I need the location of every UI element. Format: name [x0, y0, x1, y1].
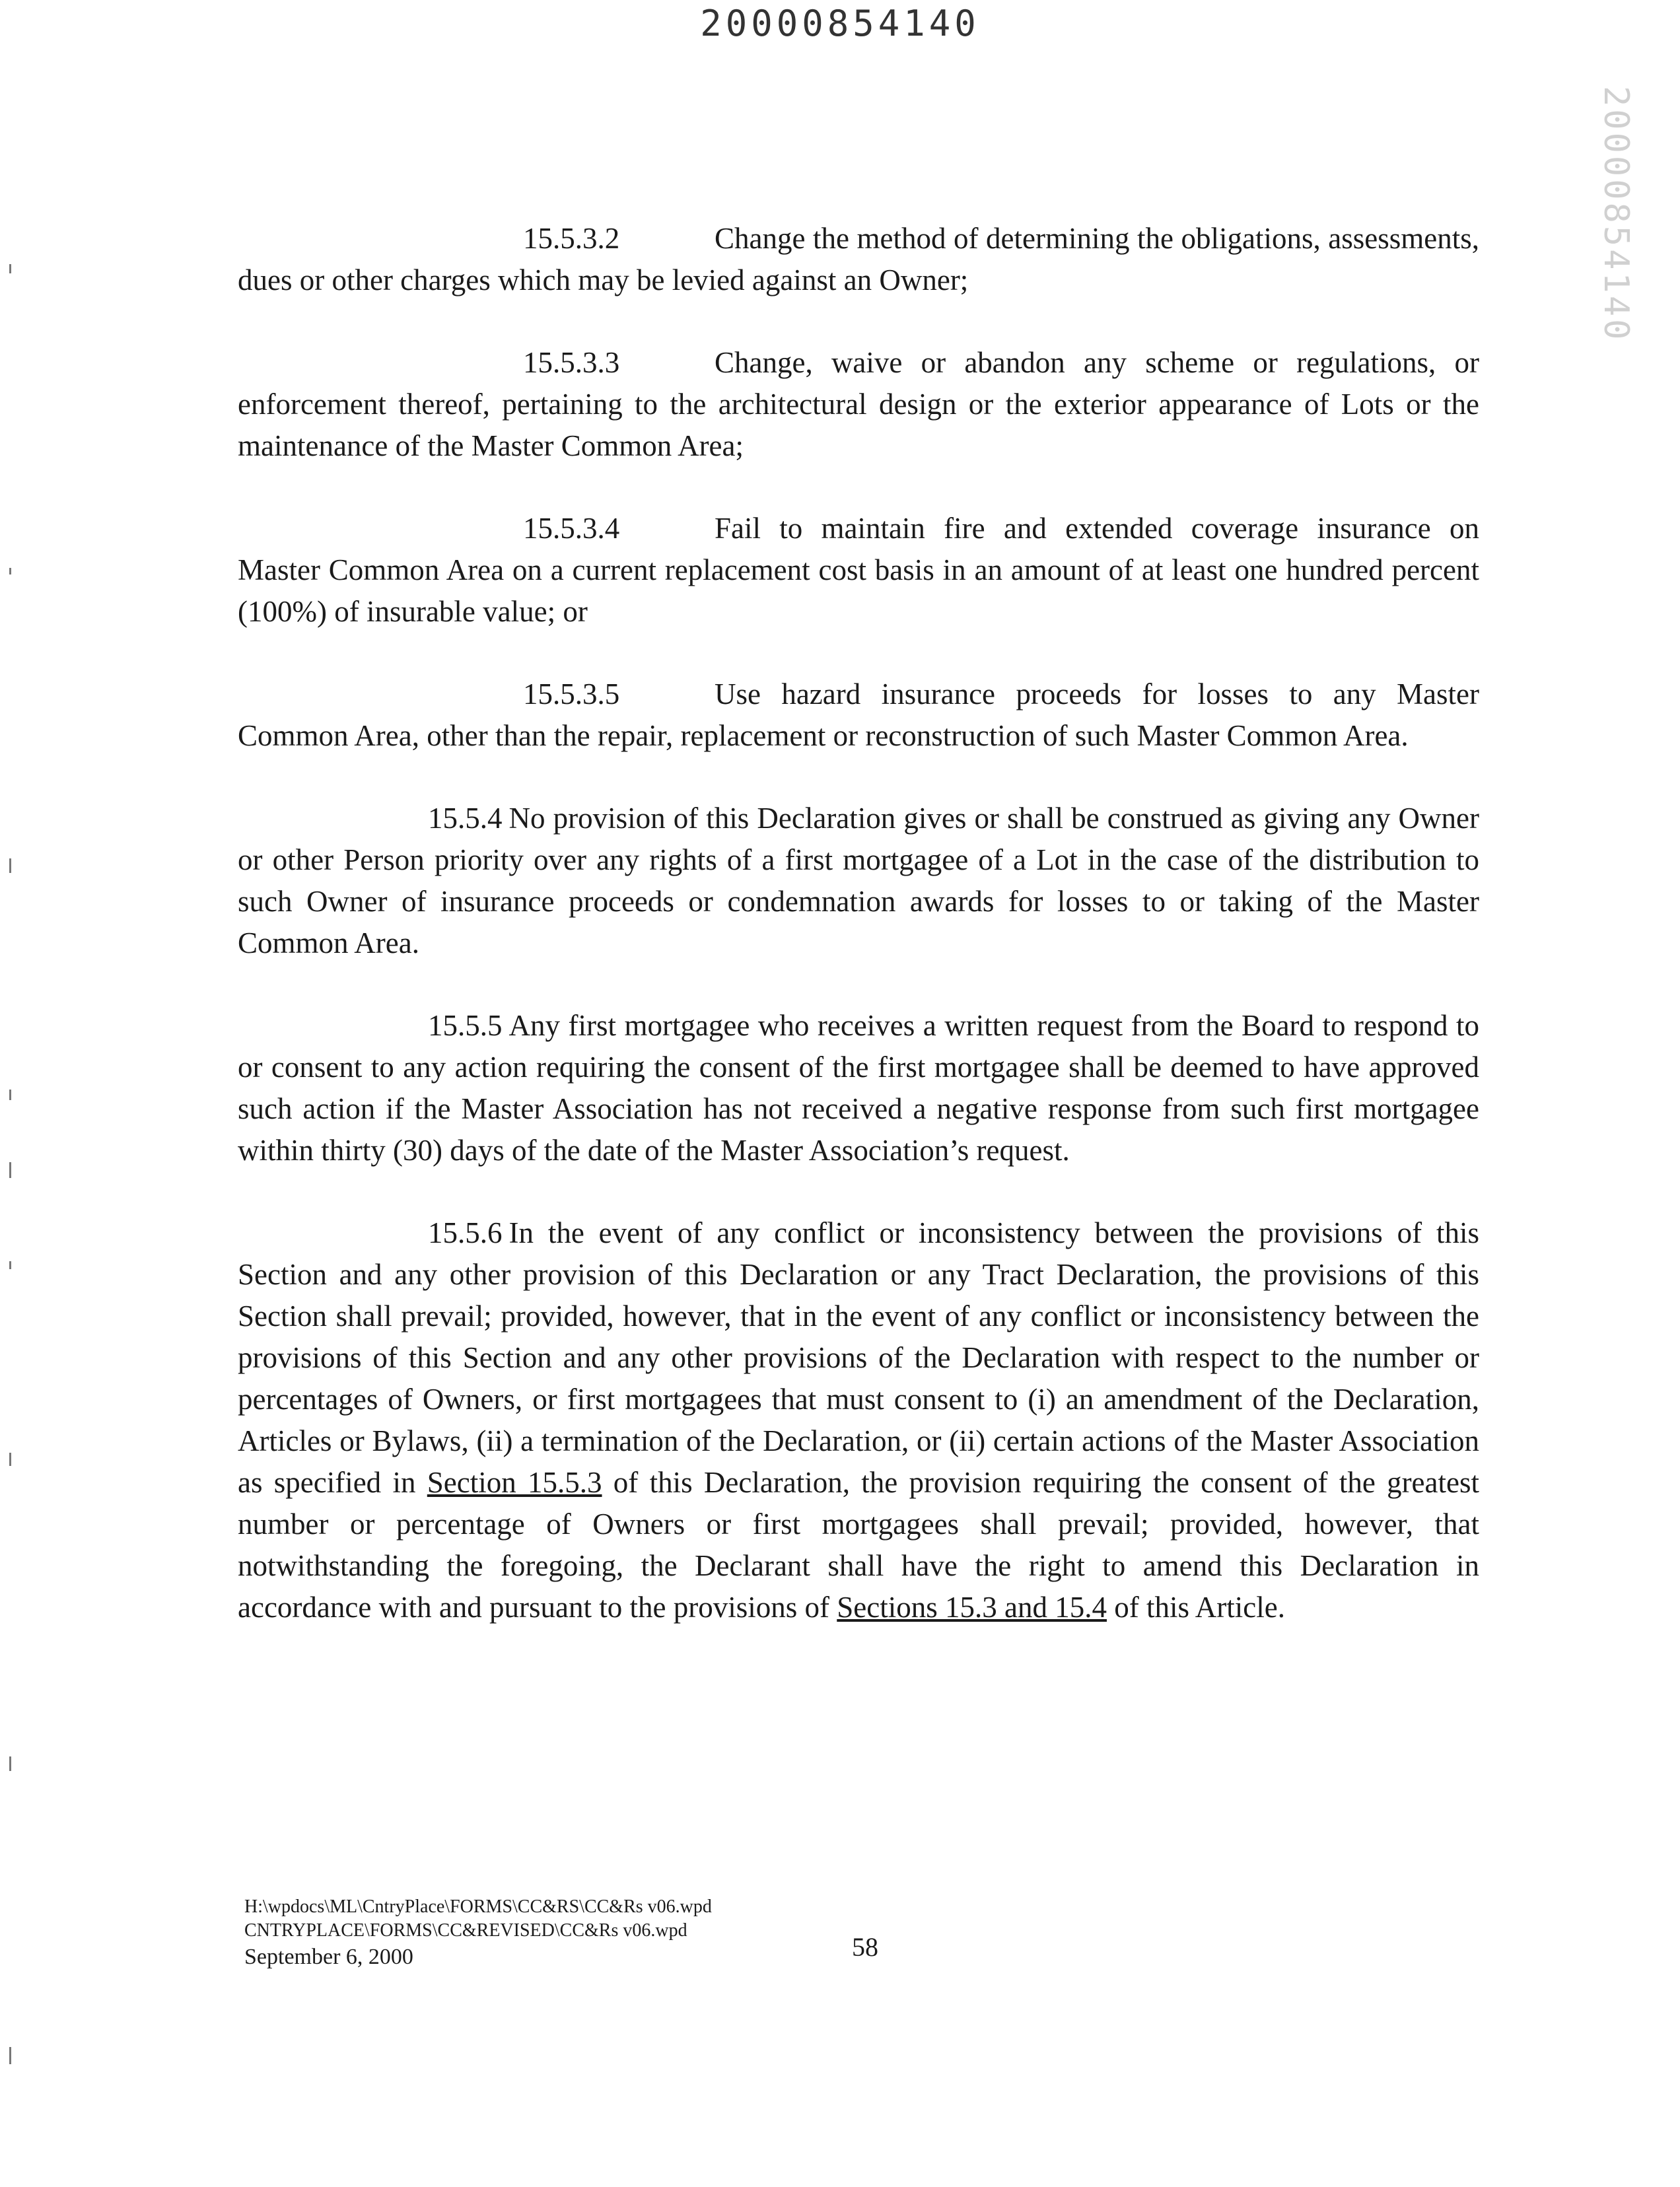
- paragraph-number: 15.5.3.3: [523, 346, 620, 379]
- paragraph-15-5-6: [238, 1212, 1479, 1628]
- paragraph-number: 15.5.6: [428, 1216, 503, 1249]
- scan-speck: [9, 2047, 11, 2064]
- side-stamp: [1580, 86, 1652, 343]
- paragraph-15-5-3-5: [238, 674, 1479, 757]
- scan-speck: [9, 1090, 11, 1100]
- paragraph-number: 15.5.3.5: [523, 677, 620, 711]
- paragraph-text: Fail to maintain fire and extended coverage insurance on Master Common Area on a current replacement cost basis in an amount of at least one hundred percent (100%) of insurable value; or: [238, 512, 1479, 628]
- paragraph-text: Any first mortgagee who receives a written request from the Board to respond to or consent to any action requiring the consent of the first mortgagee shall be deemed to have approved such action if the Master Association has not received a negative response from such first mortgagee within thirty (30) days of the date of the Master Association’s request.: [238, 1009, 1479, 1167]
- paragraph-number: 15.5.3.2: [523, 222, 620, 255]
- section-reference: Sections 15.3 and 15.4: [837, 1591, 1107, 1624]
- paragraph-15-5-4: [238, 798, 1479, 964]
- scan-speck: [9, 1756, 11, 1771]
- paragraph-text: In the event of any conflict or inconsistency between the provisions of this Section and any other provision of this Declaration or any Tract Declaration, the provisions of this Section shall prevail; provided, however, that in the event of any conflict or inconsistency between the provisions of this Section and any other provisions of the Declaration with respect to the number or percentages of Owners, or first mortgagees that must consent to (i) an amendment of the Declaration, Articles or Bylaws, (ii) a termination of the Declaration, or (ii) certain actions of the Master Association as specified in: [238, 1216, 1479, 1499]
- paragraph-number: 15.5.4: [428, 802, 503, 835]
- paragraph-text: Use hazard insurance proceeds for losses to any Master Common Area, other than the repair, replacement or reconstruction of such Master Common Area.: [238, 677, 1479, 752]
- footer-date: September 6, 2000: [244, 1945, 413, 1969]
- document-number: 20000854140: [700, 3, 980, 44]
- paragraph-15-5-3-4: [238, 508, 1479, 633]
- scan-speck: [9, 858, 11, 873]
- footer-file-path: H:\wpdocs\ML\CntryPlace\FORMS\CC&RS\CC&Rs v06.wpd: [244, 1896, 712, 1917]
- footer: [244, 1895, 712, 1972]
- paragraph-text: of this Declaration, the provision requiring the consent of the greatest number or percentage of Owners or first mortgagees shall prevail; provided, however, that notwithstanding the foregoing, the Declarant shall have the right to amend this Declaration in accordance with and pursuant to the provisions of: [238, 1466, 1479, 1624]
- scan-speck: [9, 1261, 11, 1269]
- paragraph-text: of this Article.: [1106, 1591, 1285, 1624]
- document-body: [238, 218, 1479, 1669]
- scan-speck: [9, 568, 11, 574]
- paragraph-text: Change, waive or abandon any scheme or regulations, or enforcement thereof, pertaining to the architectural design or the exterior appearance of Lots or the maintenance of the Master Common Area;: [238, 346, 1479, 462]
- paragraph-text: No provision of this Declaration gives or shall be construed as giving any Owner or other Person priority over any rights of a first mortgagee of a Lot in the case of the distribution to such Owner of insurance proceeds or condemnation awards for losses to or taking of the Master Common Area.: [238, 802, 1479, 959]
- footer-file-path: CNTRYPLACE\FORMS\CC&REVISED\CC&Rs v06.wpd: [244, 1920, 687, 1941]
- paragraph-15-5-3-3: [238, 342, 1479, 467]
- section-reference: Section 15.5.3: [427, 1466, 602, 1499]
- paragraph-text: Change the method of determining the obligations, assessments, dues or other charges which may be levied against an Owner;: [238, 222, 1479, 296]
- paragraph-number: 15.5.5: [428, 1009, 503, 1042]
- page-number: 58: [852, 1932, 878, 1962]
- paragraph-15-5-5: [238, 1005, 1479, 1171]
- side-stamp-text: 20000854140: [1596, 86, 1636, 343]
- scan-speck: [9, 264, 11, 273]
- paragraph-15-5-3-2: [238, 218, 1479, 301]
- paragraph-number: 15.5.3.4: [523, 512, 620, 545]
- scan-speck: [9, 1162, 11, 1178]
- scan-speck: [9, 1453, 11, 1466]
